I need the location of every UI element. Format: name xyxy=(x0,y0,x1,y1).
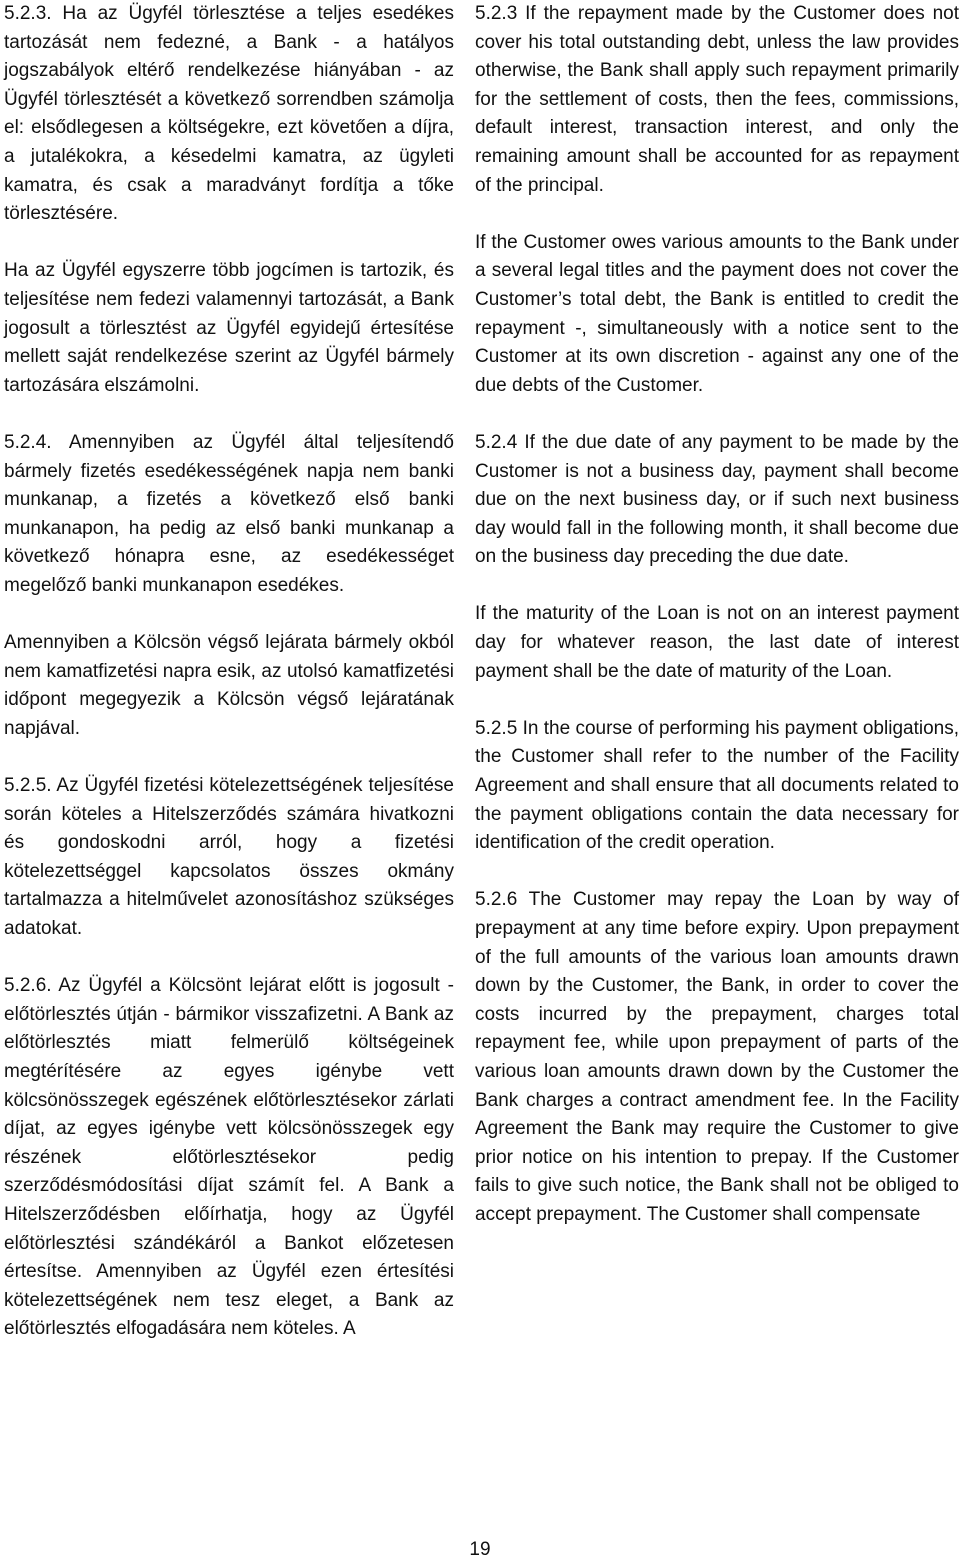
page-number: 19 xyxy=(469,1539,491,1560)
hu-clause-5-2-6: 5.2.6. Az Ügyfél a Kölcsönt lejárat előtt is jogosult - előtörlesztés útján - bármikor visszafizetni. A Bank az előtörlesztés miatt felmerülő költségeinek megtérítésére az egyes igénybe vett kölcsönösszegek egészének előtörlesztésekor zárlati díjat, az egyes igénybe vett kölcsönösszegek egy részének előtörlesztésekor pedig szerződésmódosítási díjat számít fel. A Bank a Hitelszerződésben előírhatja, hogy az Ügyfél előtörlesztési szándékáról a Bankot előzetesen értesítse. Amennyiben az Ügyfél ezen értesítési kötelezettségének nem tesz eleget, a Bank az előtörlesztés elfogadására nem köteles. A xyxy=(4,975,454,1340)
en-clause-5-2-4-final-maturity: If the maturity of the Loan is not on an interest payment day for whatever reason, the last date of interest payment shall be the date of maturity of the Loan. xyxy=(475,603,959,682)
en-clause-5-2-4: 5.2.4 If the due date of any payment to be made by the Customer is not a business day, payment shall become due on the next business day, or if such next business day would fall in the following month, it shall become due on the business day preceding the due date. xyxy=(475,431,959,568)
hu-clause-5-2-5: 5.2.5. Az Ügyfél fizetési kötelezettségének teljesítése során köteles a Hitelszerződés számára hivatkozni és gondoskodni arról, hogy a fizetési kötelezettséggel kapcsolatos összes okmány tartalmazza a hitelművelet azonosításhoz szükséges adatokat. xyxy=(4,775,454,939)
hu-clause-5-2-3: 5.2.3. Ha az Ügyfél törlesztése a teljes esedékes tartozását nem fedezné, a Bank - a hatályos jogszabályok eltérő rendelkezése hiányában - az Ügyfél törlesztését a következő sorrendben számolja el: elsődlegesen a költségekre, ezt követően a díjra, a jutalékokra, a késedelmi kamatra, az ügyleti kamatra, és csak a maradványt fordítja a tőke törlesztésére. xyxy=(4,3,454,225)
hu-clause-5-2-4: 5.2.4. Amennyiben az Ügyfél által teljesítendő bármely fizetés esedékességének napja nem banki munkanap, a fizetés a következő első banki munkanapon, ha pedig az első banki munkanap a következő hónapra esne, az esedékességet megelőző banki munkanapon esedékes. xyxy=(4,431,454,596)
hungarian-column xyxy=(4,0,454,1344)
en-clause-5-2-3: 5.2.3 If the repayment made by the Customer does not cover his total outstanding debt, unless the law provides otherwise, the Bank shall apply such repayment primarily for the settlement of costs, then the fees, commissions, default interest, transaction interest, and only the remaining amount shall be accounted for as repayment of the principal. xyxy=(475,3,959,196)
en-clause-5-2-3-multiple-titles: If the Customer owes various amounts to the Bank under a several legal titles and the payment does not cover the Customer’s total debt, the Bank is entitled to credit the repayment -, simultaneously with a notice sent to the Customer at its own discretion - against any one of the due debts of the Customer. xyxy=(475,231,959,396)
en-clause-5-2-6: 5.2.6 The Customer may repay the Loan by way of prepayment at any time before expiry. Upon prepayment of the full amounts of the various loan amounts drawn down by the Customer, the Bank, in order to cover the costs incurred by the prepayment, charges total repayment fee, while upon prepayment of parts of the various loan amounts drawn down by the Customer the Bank charges a contract amendment fee. In the Facility Agreement the Bank may require the Customer to give prior notice on his intention to prepay. If the Customer fails to give such notice, the Bank shall not be obliged to accept prepayment. The Customer shall compensate xyxy=(475,889,959,1225)
en-clause-5-2-5: 5.2.5 In the course of performing his payment obligations, the Customer shall refer to the number of the Facility Agreement and shall ensure that all documents related to the payment obligations contain the data necessary for identification of the credit operation. xyxy=(475,717,959,854)
hu-clause-5-2-4-final-maturity: Amennyiben a Kölcsön végső lejárata bármely okból nem kamatfizetési napra esik, az utolsó kamatfizetési időpont megegyezik a Kölcsön végső lejáratának napjával. xyxy=(4,632,454,739)
english-column xyxy=(475,0,959,1230)
hu-clause-5-2-3-multiple-titles: Ha az Ügyfél egyszerre több jogcímen is tartozik, és teljesítése nem fedezi valamennyi tartozását, a Bank jogosult a törlesztést az Ügyfél egyidejű értesítése mellett saját rendelkezése szerint az Ügyfél bármely tartozására elszámolni. xyxy=(4,260,454,396)
